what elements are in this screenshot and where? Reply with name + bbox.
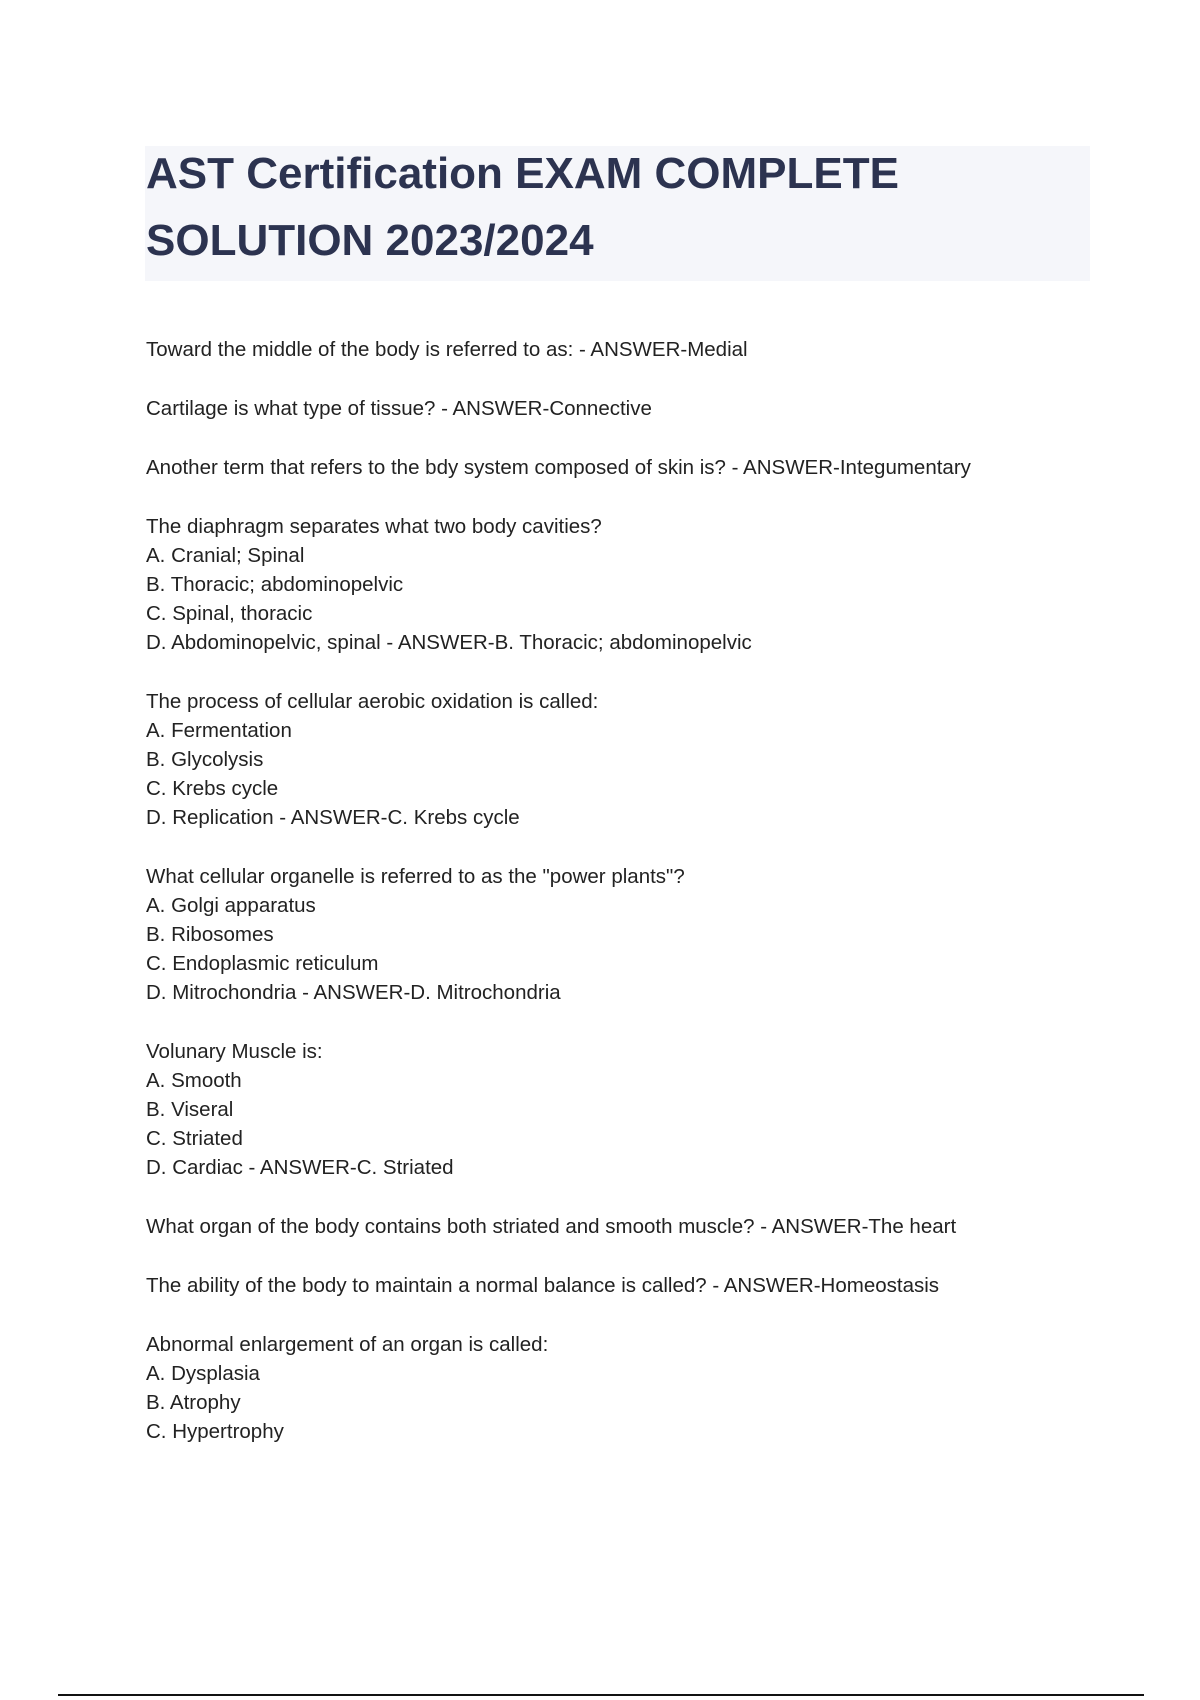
answer-option: A. Fermentation bbox=[146, 719, 292, 742]
question-line: Toward the middle of the body is referred to as: - ANSWER-Medial bbox=[146, 338, 748, 361]
answer-option: C. Krebs cycle bbox=[146, 777, 279, 800]
answer-option: A. Dysplasia bbox=[146, 1362, 260, 1385]
question-line: Cartilage is what type of tissue? - ANSWER-Connective bbox=[146, 397, 652, 420]
question-block bbox=[146, 1330, 1106, 1446]
question-block bbox=[146, 335, 1106, 364]
answer-option: C. Hypertrophy bbox=[146, 1420, 284, 1443]
answer-option: B. Ribosomes bbox=[146, 923, 274, 946]
answer-option: C. Endoplasmic reticulum bbox=[146, 952, 379, 975]
answer-option: B. Thoracic; abdominopelvic bbox=[146, 573, 404, 596]
question-block bbox=[146, 862, 1106, 1007]
answer-option: D. Abdominopelvic, spinal - ANSWER-B. Thoracic; abdominopelvic bbox=[146, 631, 752, 654]
footer-divider bbox=[58, 1694, 1144, 1696]
question-block bbox=[146, 453, 1106, 482]
question-line: The ability of the body to maintain a normal balance is called? - ANSWER-Homeostasis bbox=[146, 1274, 940, 1297]
answer-option: B. Atrophy bbox=[146, 1391, 241, 1414]
answer-option: A. Golgi apparatus bbox=[146, 894, 316, 917]
answer-option: B. Viseral bbox=[146, 1098, 234, 1121]
title-line: AST Certification EXAM COMPLETE bbox=[146, 149, 899, 198]
question-line: Another term that refers to the bdy system composed of skin is? - ANSWER-Integumentary bbox=[146, 456, 971, 479]
question-list bbox=[146, 335, 1106, 1476]
question-line: What cellular organelle is referred to as the "power plants"? bbox=[146, 865, 685, 888]
question-line: The process of cellular aerobic oxidation is called: bbox=[146, 690, 599, 713]
question-block bbox=[146, 1212, 1106, 1241]
question-block bbox=[146, 687, 1106, 832]
question-line: The diaphragm separates what two body cavities? bbox=[146, 515, 602, 538]
answer-option: C. Spinal, thoracic bbox=[146, 602, 313, 625]
answer-option: B. Glycolysis bbox=[146, 748, 264, 771]
document-title bbox=[146, 140, 1086, 274]
answer-option: D. Replication - ANSWER-C. Krebs cycle bbox=[146, 806, 520, 829]
question-block bbox=[146, 1271, 1106, 1300]
question-line: What organ of the body contains both striated and smooth muscle? - ANSWER-The heart bbox=[146, 1215, 957, 1238]
title-line: SOLUTION 2023/2024 bbox=[146, 216, 594, 265]
answer-option: D. Mitrochondria - ANSWER-D. Mitrochondria bbox=[146, 981, 561, 1004]
answer-option: C. Striated bbox=[146, 1127, 243, 1150]
question-line: Volunary Muscle is: bbox=[146, 1040, 323, 1063]
answer-option: A. Smooth bbox=[146, 1069, 242, 1092]
answer-option: A. Cranial; Spinal bbox=[146, 544, 305, 567]
question-line: Abnormal enlargement of an organ is called: bbox=[146, 1333, 549, 1356]
question-block bbox=[146, 512, 1106, 657]
question-block bbox=[146, 1037, 1106, 1182]
question-block bbox=[146, 394, 1106, 423]
answer-option: D. Cardiac - ANSWER-C. Striated bbox=[146, 1156, 454, 1179]
